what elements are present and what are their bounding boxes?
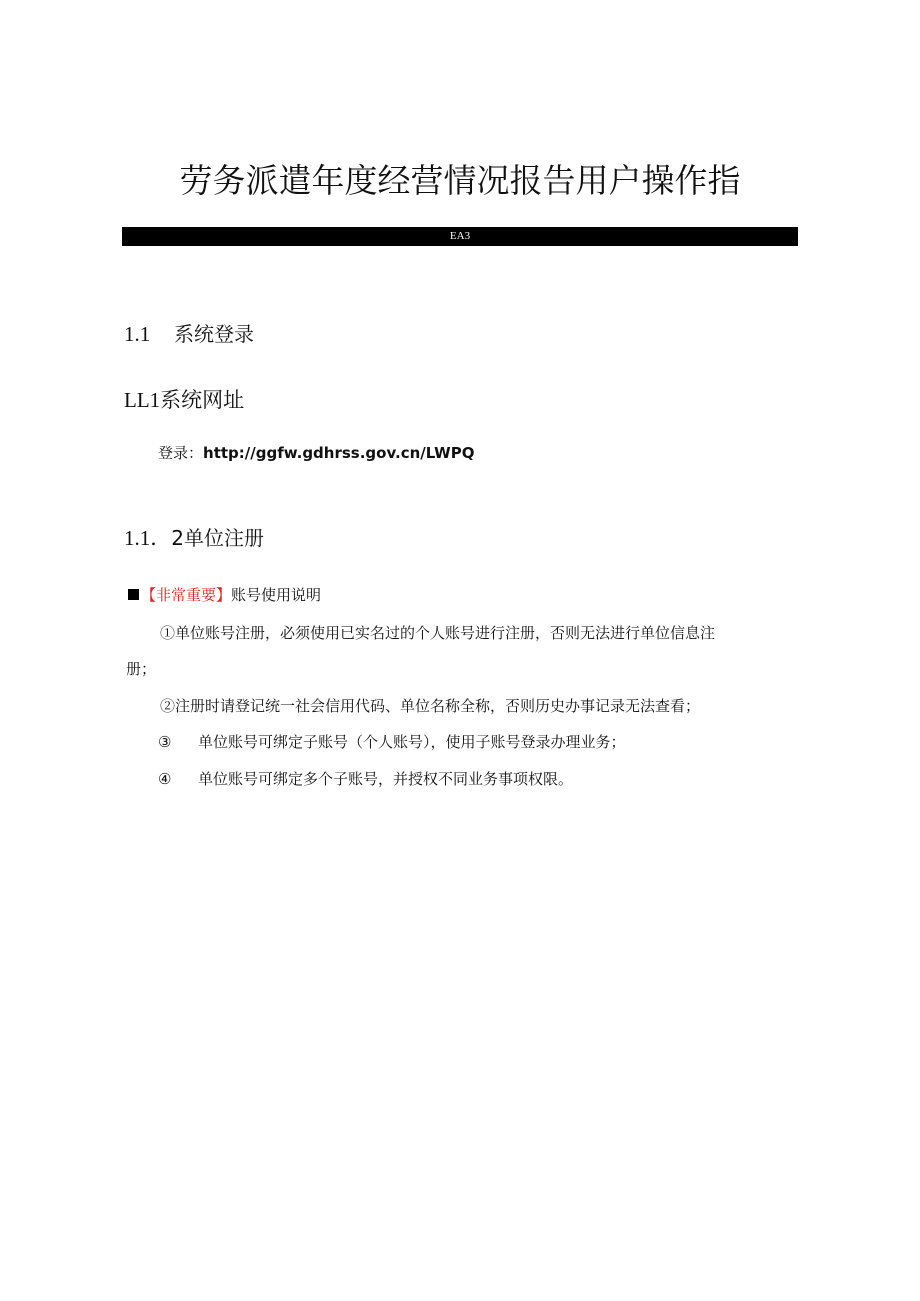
item-number: ④ bbox=[158, 770, 172, 788]
account-usage-notice bbox=[128, 584, 321, 606]
notice-text: 账号使用说明 bbox=[231, 586, 322, 604]
section-title: 2单位注册 bbox=[171, 526, 264, 550]
login-url-link[interactable]: http://ggfw.gdhrss.gov.cn/LWPQ bbox=[203, 444, 475, 462]
important-close-bracket: 】 bbox=[216, 586, 232, 604]
list-item bbox=[158, 731, 626, 753]
item-text: 单位账号可绑定多个子账号，并授权不同业务事项权限。 bbox=[198, 770, 574, 788]
login-line bbox=[158, 442, 474, 465]
list-item: ①单位账号注册，必须使用已实名过的个人账号进行注册，否则无法进行单位信息注 bbox=[160, 624, 716, 642]
square-bullet-icon bbox=[128, 589, 139, 600]
section-heading-system-url bbox=[124, 386, 244, 414]
section-title: 系统登录 bbox=[174, 322, 254, 346]
important-open-bracket: 【 bbox=[141, 586, 157, 604]
section-heading-system-login bbox=[124, 320, 254, 348]
list-item: ②注册时请登记统一社会信用代码、单位名称全称，否则历史办事记录无法查看； bbox=[160, 697, 701, 715]
important-label: 非常重要 bbox=[156, 586, 217, 604]
item-number: ③ bbox=[158, 733, 172, 751]
item-text: 单位账号可绑定子账号（个人账号），使用子账号登录办理业务； bbox=[198, 733, 626, 751]
section-title: LL1系统网址 bbox=[124, 388, 245, 412]
list-item-continuation: 册； bbox=[126, 660, 157, 678]
section-number: 1.1． bbox=[124, 526, 172, 550]
section-number: 1.1 bbox=[124, 322, 151, 346]
section-heading-unit-registration bbox=[124, 524, 264, 552]
header-bar: EA3 bbox=[122, 227, 798, 246]
list-item bbox=[158, 768, 573, 790]
document-title: 劳务派遣年度经营情况报告用户操作指 bbox=[179, 161, 741, 200]
login-label: 登录： bbox=[158, 444, 204, 462]
